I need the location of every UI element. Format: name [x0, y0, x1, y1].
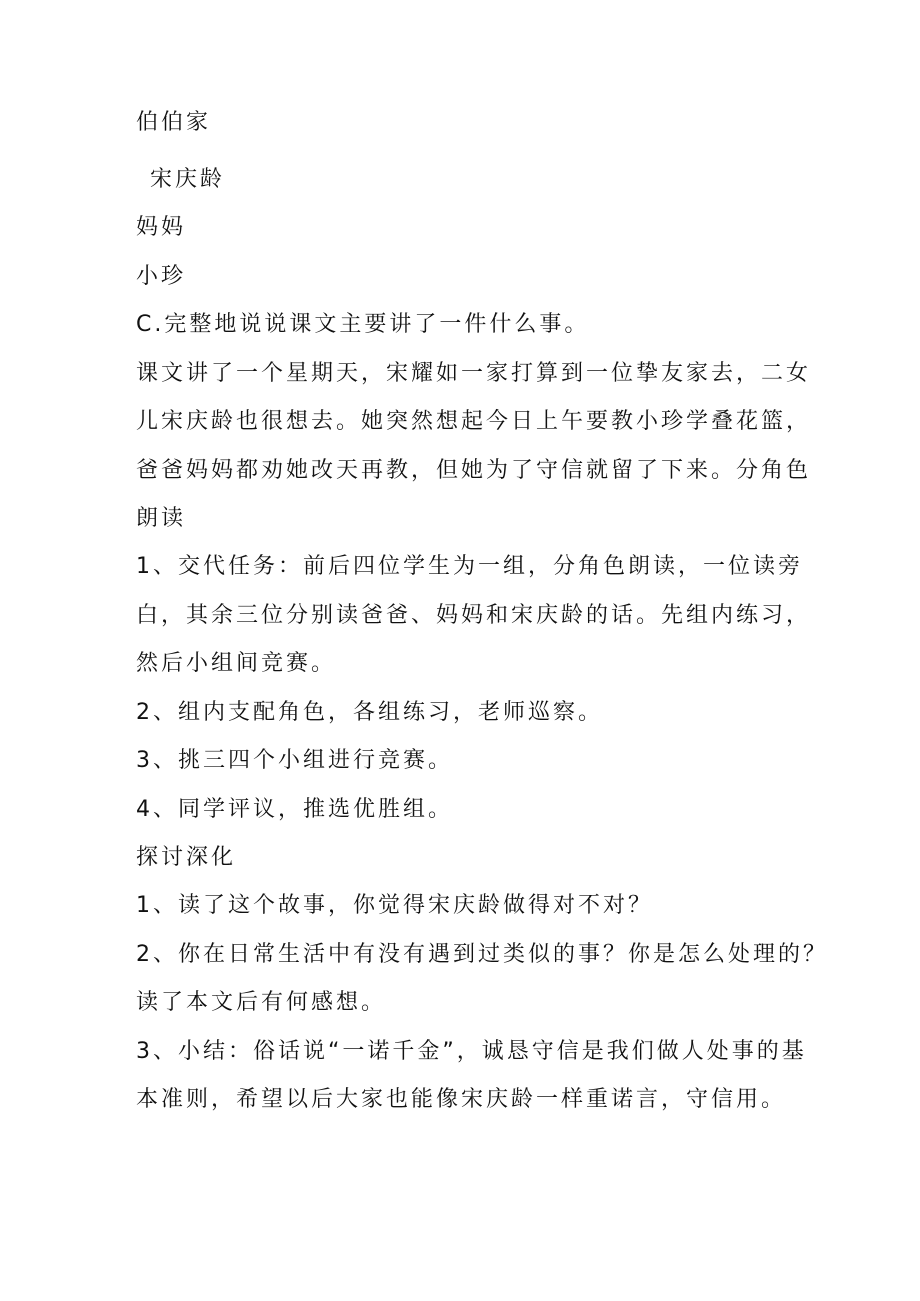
text-line-step-3: 3、挑三四个小组进行竞赛。: [136, 748, 453, 773]
text-line-xiaozhen: 小珍: [136, 264, 187, 289]
text-line-role-reading: 朗读: [136, 506, 187, 531]
text-line-task-1: 1、交代任务：前后四位学生为一组，分角色朗读，一位读旁: [136, 554, 803, 579]
text-line-step-2: 2、组内支配角色，各组练习，老师巡察。: [136, 700, 603, 725]
text-line-mama: 妈妈: [136, 215, 187, 240]
text-line-question-c: C.完整地说说课文主要讲了一件什么事。: [136, 312, 590, 337]
text-line-discuss-2b: 读了本文后有何感想。: [136, 990, 387, 1015]
text-line-summary-2: 儿宋庆龄也很想去。她突然想起今日上午要教小珍学叠花篮，: [136, 409, 812, 434]
text-line-discussion-heading: 探讨深化: [136, 845, 237, 870]
text-line-song-qingling: 宋庆龄: [150, 167, 226, 192]
text-line-discuss-2: 2、你在日常生活中有没有遇到过类似的事？你是怎么处理的？: [136, 942, 828, 967]
text-line-summary-1: 课文讲了一个星期天，宋耀如一家打算到一位挚友家去，二女: [136, 361, 812, 386]
text-line-conclusion-2: 本准则，希望以后大家也能像宋庆龄一样重诺言，守信用。: [136, 1087, 787, 1112]
text-line-discuss-1: 1、读了这个故事，你觉得宋庆龄做得对不对？: [136, 893, 653, 918]
text-line-conclusion-1: 3、小结：俗话说“一诺千金”，诚恳守信是我们做人处事的基: [136, 1039, 807, 1064]
text-line-task-3: 然后小组间竞赛。: [136, 651, 337, 676]
text-line-summary-3: 爸爸妈妈都劝她改天再教，但她为了守信就留了下来。分角色: [136, 458, 812, 483]
text-line-task-2: 白，其余三位分别读爸爸、妈妈和宋庆龄的话。先组内练习，: [136, 603, 812, 628]
text-line-bobo-home: 伯伯家: [136, 110, 212, 135]
text-line-step-4: 4、同学评议，推选优胜组。: [136, 797, 453, 822]
